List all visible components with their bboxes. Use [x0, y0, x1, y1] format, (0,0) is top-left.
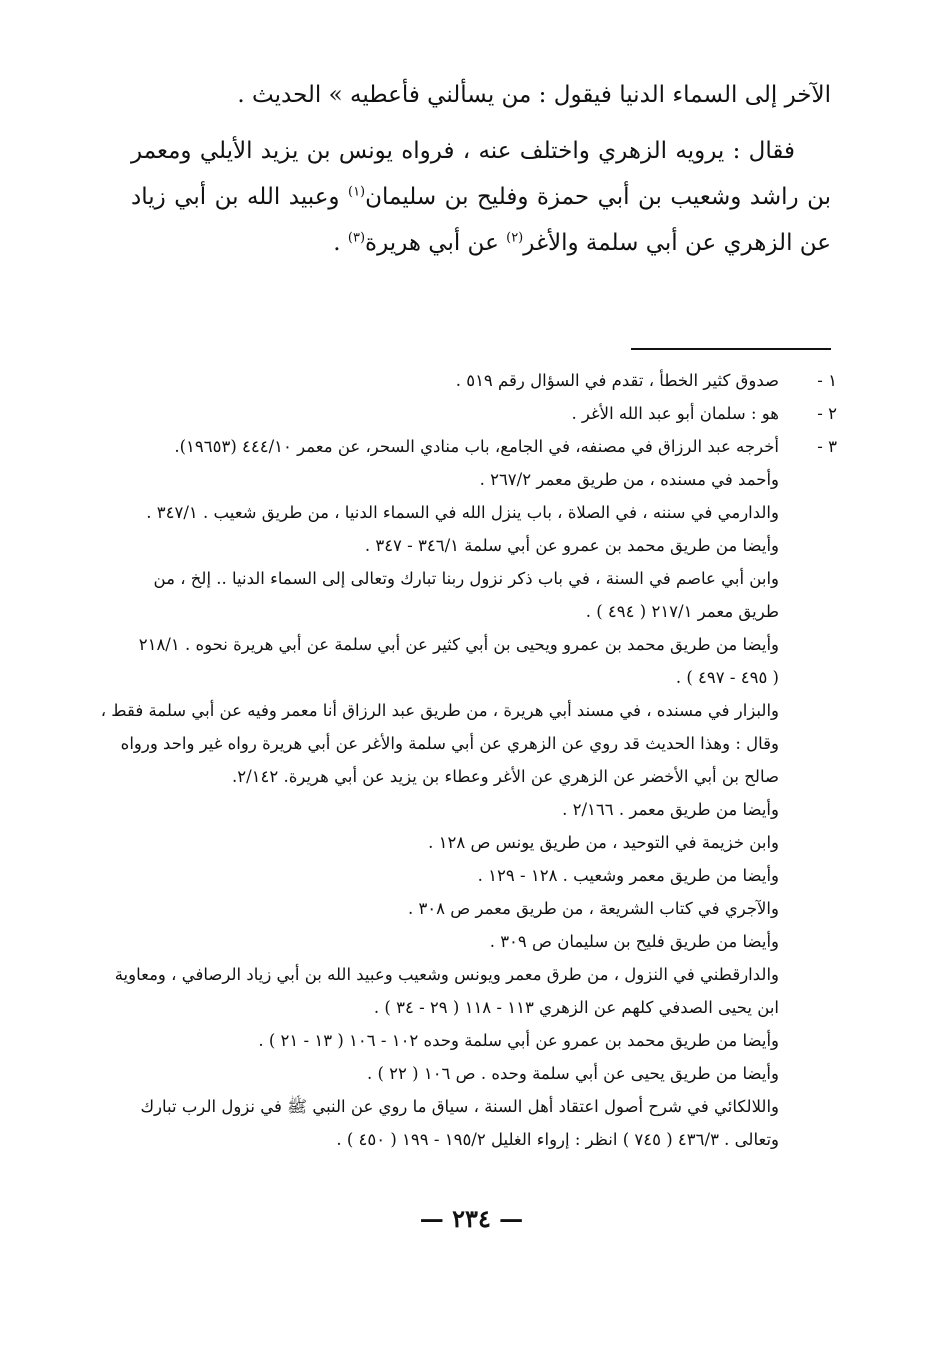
footnote-line: وأيضا من طريق فليح بن سليمان ص ٣٠٩ . — [489, 932, 779, 951]
footnote-line: وأيضا من طريق يحيى عن أبي سلمة وحده . ص ١٠٦ ( ٢٢ ) . — [366, 1064, 779, 1083]
footnote-line: والدارمي في سننه ، في الصلاة ، باب ينزل الله في السماء الدنيا ، من طريق شعيب . ٣٤٧/١ . — [146, 503, 779, 522]
footnote-separator — [631, 348, 831, 350]
footnote-body — [133, 397, 779, 430]
footnote-ref-1[interactable]: (١) — [347, 184, 366, 200]
footnote-2 — [133, 397, 837, 430]
footnote-number: ٢ - — [817, 404, 837, 423]
footnote-line: وابن أبي عاصم في السنة ، في باب ذكر نزول ربنا تبارك وتعالى إلى السماء الدنيا .. إلخ ، من — [153, 569, 779, 588]
main-text-segment: عن أبي هريرة — [365, 230, 507, 256]
footnote-number: ١ - — [817, 371, 837, 390]
footnote-line: وقال : وهذا الحديث قد روي عن الزهري عن أبي سلمة والأغر عن أبي هريرة رواه غير واحد ورواه — [120, 734, 779, 753]
footnote-body — [133, 364, 779, 397]
footnote-line: صدوق كثير الخطأ ، تقدم في السؤال رقم ٥١٩ . — [455, 371, 779, 390]
footnote-line: والآجري في كتاب الشريعة ، من طريق معمر ص ٣٠٨ . — [407, 899, 779, 918]
footnote-line: وتعالى . ٤٣٦/٣ ( ٧٤٥ ) انظر : إرواء الغليل ١٩٥/٢ - ١٩٩ ( ٤٥٠ ) . — [336, 1130, 779, 1149]
footnote-line: طريق معمر ٢١٧/١ ( ٤٩٤ ) . — [585, 602, 779, 621]
main-text — [131, 72, 831, 266]
footnote-line: أخرجه عبد الرزاق في مصنفه، في الجامع، باب منادي السحر، عن معمر ٤٤٤/١٠ (١٩٦٥٣). — [174, 437, 779, 456]
footnote-3 — [100, 430, 837, 1156]
footnote-line: وأيضا من طريق محمد بن عمرو عن أبي سلمة ٣٤٦/١ - ٣٤٧ . — [364, 536, 779, 555]
footnote-line: وأيضا من طريق محمد بن عمرو ويحيى بن أبي كثير عن أبي سلمة عن أبي هريرة نحوه . ٢١٨/١ — [138, 635, 779, 654]
footnote-line: واللالكائي في شرح أصول اعتقاد أهل السنة ، سياق ما روي عن النبي ﷺ في نزول الرب تبارك — [140, 1097, 779, 1116]
footnote-line: ( ٤٩٥ - ٤٩٧ ) . — [675, 668, 779, 687]
main-text-segment: . — [333, 230, 348, 256]
page-number: — ٢٣٤ — — [419, 1204, 524, 1233]
main-paragraph-2-line-3 — [333, 230, 716, 256]
footnote-line: والدارقطني في النزول ، من طرق معمر ويونس وشعيب وعبيد الله بن أبي زياد الرصافي ، ومعاوية — [114, 965, 779, 984]
footnote-1 — [133, 364, 837, 397]
footnote-line: ابن يحيى الصدفي كلهم عن الزهري ١١٣ - ١١٨ ( ٢٩ - ٣٤ ) . — [373, 998, 779, 1017]
main-paragraph-2-line-1: فقال : يرويه الزهري واختلف عنه ، فرواه يونس بن يزيد الأيلي ومعمر بن — [131, 138, 832, 210]
footnote-line: والبزار في مسنده ، في مسند أبي هريرة ، من طريق عبد الرزاق أنا معمر وفيه عن أبي سلمة فقط ، — [100, 701, 779, 720]
footnote-line: وأحمد في مسنده ، من طريق معمر ٢٦٧/٢ . — [479, 470, 779, 489]
footnote-line: وأيضا من طريق معمر وشعيب . ١٢٨ - ١٢٩ . — [477, 866, 779, 885]
footnotes — [100, 364, 837, 1156]
main-text-segment: عن أبي سلمة والأغر — [523, 230, 717, 256]
footnote-line: وأيضا من طريق معمر . ٢/١٦٦ . — [562, 800, 779, 819]
footnote-line: وابن خزيمة في التوحيد ، من طريق يونس ص ١٢٨ . — [428, 833, 779, 852]
footnote-line: صالح بن أبي الأخضر عن الزهري عن الأغر وعطاء بن يزيد عن أبي هريرة. ٢/١٤٢. — [231, 767, 779, 786]
main-paragraph-2 — [131, 128, 831, 266]
main-text-segment: وعبيد الله بن أبي زياد عن الزهري — [131, 184, 831, 256]
main-text-segment: راشد وشعيب بن أبي حمزة وفليح بن سليمان — [365, 184, 799, 210]
footnote-body — [101, 430, 779, 1156]
footnote-ref-3[interactable]: (٣) — [347, 230, 366, 246]
footnote-line: هو : سلمان أبو عبد الله الأغر . — [571, 404, 779, 423]
main-paragraph-1: الآخر إلى السماء الدنيا فيقول : من يسألني فأعطيه » الحديث . — [237, 82, 831, 108]
footnote-number: ٣ - — [817, 437, 837, 456]
footnote-ref-2[interactable]: (٢) — [506, 230, 524, 246]
footnote-line: وأيضا من طريق محمد بن عمرو عن أبي سلمة وحده ١٠٢ - ١٠٦ ( ١٣ - ٢١ ) . — [258, 1031, 779, 1050]
